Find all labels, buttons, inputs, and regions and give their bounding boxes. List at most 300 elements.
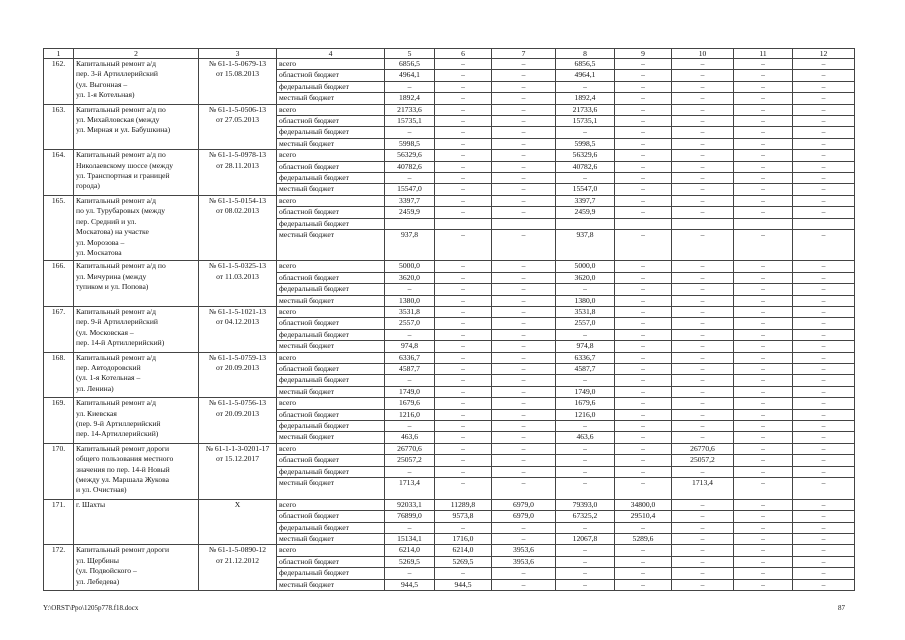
value-cell-col-5: 3531,8 (385, 306, 435, 317)
description-line: Капитальный ремонт а/д по (76, 104, 166, 114)
column-header-5: 5 (385, 49, 435, 59)
value-cell-col-10: – (672, 352, 734, 363)
value-cell-col-5: 3397,7 (385, 195, 435, 206)
row-number: 165. (44, 195, 74, 260)
value-cell-col-10: – (672, 161, 734, 172)
description-line: Капитальный ремонт а/д (76, 59, 156, 68)
budget-source-label: федеральный бюджет (277, 127, 385, 138)
value-cell-col-12: – (793, 284, 855, 295)
document-line: № 61-1-1-3-0201-17 (205, 443, 270, 453)
value-cell-col-11: – (734, 443, 793, 454)
value-cell-col-9: – (615, 375, 672, 386)
value-cell-col-7: – (492, 420, 556, 431)
row-number: 172. (44, 545, 74, 591)
value-cell-col-11 (734, 218, 793, 229)
value-cell-col-6: – (435, 329, 492, 340)
table-row-total (44, 306, 855, 317)
value-cell-col-7: 6979,0 (492, 499, 556, 510)
value-cell-col-10: – (672, 70, 734, 81)
value-cell-col-7: – (492, 318, 556, 329)
value-cell-col-9: – (615, 284, 672, 295)
document-line: № 61-1-5-0756-13 (208, 398, 267, 408)
value-cell-col-6: – (435, 306, 492, 317)
document-line: от 27.05.2013 (215, 115, 260, 125)
budget-source-label: областной бюджет (277, 556, 385, 567)
column-header-6: 6 (435, 49, 492, 59)
value-cell-col-6: – (435, 195, 492, 206)
value-cell-col-11: – (734, 70, 793, 81)
budget-source-label: местный бюджет (277, 386, 385, 397)
description-line: Капитальный ремонт дороги (76, 443, 170, 453)
value-cell-col-9: – (615, 195, 672, 206)
value-cell-col-5: 1216,0 (385, 409, 435, 420)
description-line: пер. Средний и ул. (76, 216, 137, 226)
value-cell-col-7: 3953,6 (492, 545, 556, 556)
value-cell-col-9: 29510,4 (615, 511, 672, 522)
row-number: 164. (44, 150, 74, 196)
value-cell-col-12: – (793, 455, 855, 466)
value-cell-col-10: – (672, 59, 734, 70)
value-cell-col-12: – (793, 195, 855, 206)
row-number: 170. (44, 443, 74, 499)
value-cell-col-9 (615, 218, 672, 229)
value-cell-col-12: – (793, 93, 855, 104)
budget-source-label: областной бюджет (277, 511, 385, 522)
description-line: по ул. Турубаровых (между (76, 206, 166, 216)
document-reference (199, 398, 277, 444)
value-cell-col-11: – (734, 329, 793, 340)
value-cell-col-9: – (615, 455, 672, 466)
value-cell-col-12: – (793, 161, 855, 172)
column-header-9: 9 (615, 49, 672, 59)
value-cell-col-12: – (793, 173, 855, 184)
value-cell-col-5: 15134,1 (385, 534, 435, 545)
document-reference (199, 499, 277, 545)
value-cell-col-6: 1716,0 (435, 534, 492, 545)
value-cell-col-7: – (492, 375, 556, 386)
document-line: от 28.11.2013 (216, 160, 259, 170)
budget-source-label: областной бюджет (277, 70, 385, 81)
value-cell-col-6: – (435, 466, 492, 477)
value-cell-col-7 (492, 218, 556, 229)
value-cell-col-7: – (492, 104, 556, 115)
value-cell-col-7: – (492, 230, 556, 261)
document-reference (199, 195, 277, 260)
column-number-row (44, 49, 855, 59)
value-cell-col-12: – (793, 420, 855, 431)
budget-source-label: федеральный бюджет (277, 466, 385, 477)
value-cell-col-10: – (672, 534, 734, 545)
value-cell-col-8: 6336,7 (556, 352, 615, 363)
value-cell-col-8: 67325,2 (556, 511, 615, 522)
budget-source-label: областной бюджет (277, 161, 385, 172)
description-line: тупиком и ул. Попова) (76, 282, 149, 292)
value-cell-col-12: – (793, 318, 855, 329)
value-cell-col-7: – (492, 261, 556, 272)
budget-source-label: областной бюджет (277, 272, 385, 283)
footer-page-number: 87 (838, 604, 845, 612)
value-cell-col-8: 4587,7 (556, 363, 615, 374)
value-cell-col-11: – (734, 341, 793, 352)
value-cell-col-12: – (793, 545, 855, 556)
value-cell-col-7: – (492, 59, 556, 70)
value-cell-col-9: – (615, 478, 672, 500)
description-line: и ул. Очистная) (76, 485, 127, 495)
description-line: ул. Киевская (76, 408, 117, 418)
value-cell-col-11: – (734, 432, 793, 443)
budget-source-label: местный бюджет (277, 295, 385, 306)
value-cell-col-10: – (672, 432, 734, 443)
object-description (74, 150, 199, 196)
value-cell-col-8: – (556, 329, 615, 340)
budget-source-label: федеральный бюджет (277, 173, 385, 184)
value-cell-col-11: – (734, 511, 793, 522)
value-cell-col-12: – (793, 568, 855, 579)
budget-source-label: областной бюджет (277, 116, 385, 127)
description-line: (ул. Выгонная – (76, 79, 128, 89)
value-cell-col-8: 1216,0 (556, 409, 615, 420)
value-cell-col-10: – (672, 261, 734, 272)
value-cell-col-10: – (672, 195, 734, 206)
budget-source-label: федеральный бюджет (277, 329, 385, 340)
budget-source-label: областной бюджет (277, 409, 385, 420)
value-cell-col-5: – (385, 329, 435, 340)
value-cell-col-11: – (734, 352, 793, 363)
value-cell-col-8: – (556, 556, 615, 567)
value-cell-col-7: – (492, 127, 556, 138)
description-line: ул. Михайловская (между (76, 115, 160, 125)
value-cell-col-5: 944,5 (385, 579, 435, 590)
value-cell-col-6: – (435, 161, 492, 172)
value-cell-col-11: – (734, 556, 793, 567)
description-line: Николаевскому шоссе (между (76, 160, 173, 170)
value-cell-col-11: – (734, 409, 793, 420)
value-cell-col-7: 3953,6 (492, 556, 556, 567)
value-cell-col-7: – (492, 534, 556, 545)
value-cell-col-11: – (734, 295, 793, 306)
description-line: г. Шахты (76, 499, 106, 509)
value-cell-col-8: 1679,6 (556, 398, 615, 409)
document-line: № 61-1-5-0978-13 (208, 150, 267, 160)
value-cell-col-12: – (793, 466, 855, 477)
budget-source-label: областной бюджет (277, 363, 385, 374)
value-cell-col-8: – (556, 568, 615, 579)
value-cell-col-7: – (492, 70, 556, 81)
value-cell-col-6: 9573,8 (435, 511, 492, 522)
value-cell-col-5: – (385, 522, 435, 533)
value-cell-col-8: – (556, 579, 615, 590)
value-cell-col-8: 21733,6 (556, 104, 615, 115)
description-line: (ул. 1-я Котельная – (76, 373, 141, 383)
document-line: Х (234, 499, 241, 509)
value-cell-col-10: – (672, 341, 734, 352)
value-cell-col-9: – (615, 127, 672, 138)
budget-source-label: федеральный бюджет (277, 420, 385, 431)
value-cell-col-9: – (615, 556, 672, 567)
value-cell-col-6: – (435, 207, 492, 218)
object-description (74, 306, 199, 352)
table-row-total (44, 59, 855, 70)
budget-source-label: всего (277, 352, 385, 363)
budget-source-label: всего (277, 398, 385, 409)
budget-source-label: всего (277, 443, 385, 454)
value-cell-col-10: – (672, 104, 734, 115)
value-cell-col-7: – (492, 173, 556, 184)
value-cell-col-5: 1892,4 (385, 93, 435, 104)
budget-source-label: всего (277, 261, 385, 272)
value-cell-col-9: – (615, 207, 672, 218)
value-cell-col-12: – (793, 295, 855, 306)
value-cell-col-11: – (734, 81, 793, 92)
value-cell-col-7: – (492, 579, 556, 590)
value-cell-col-8 (556, 218, 615, 229)
document-line: № 61-1-5-0759-13 (208, 352, 267, 362)
value-cell-col-9: – (615, 70, 672, 81)
object-description (74, 545, 199, 591)
value-cell-col-5: 26770,6 (385, 443, 435, 454)
description-line: пер. 14-й Артиллерийский) (76, 338, 165, 348)
value-cell-col-12: – (793, 579, 855, 590)
value-cell-col-7: – (492, 116, 556, 127)
value-cell-col-5: – (385, 127, 435, 138)
value-cell-col-6 (435, 218, 492, 229)
value-cell-col-8: – (556, 127, 615, 138)
description-line: общего пользования местного (76, 454, 174, 464)
description-line: города) (76, 181, 100, 191)
value-cell-col-10: – (672, 363, 734, 374)
value-cell-col-5: – (385, 466, 435, 477)
value-cell-col-11: – (734, 184, 793, 195)
value-cell-col-11: – (734, 104, 793, 115)
value-cell-col-5: – (385, 173, 435, 184)
value-cell-col-10: – (672, 116, 734, 127)
description-line: (ул. Подвойского – (76, 566, 137, 576)
value-cell-col-12: – (793, 261, 855, 272)
value-cell-col-11: – (734, 284, 793, 295)
budget-source-label: местный бюджет (277, 341, 385, 352)
description-line: Капитальный ремонт а/д по (76, 150, 166, 160)
budget-source-label: областной бюджет (277, 207, 385, 218)
budget-source-label: местный бюджет (277, 138, 385, 149)
budget-table-sheet (43, 48, 854, 591)
row-number: 167. (44, 306, 74, 352)
row-number: 169. (44, 398, 74, 444)
column-header-8: 8 (556, 49, 615, 59)
budget-source-label: федеральный бюджет (277, 522, 385, 533)
value-cell-col-5: 4587,7 (385, 363, 435, 374)
document-line: № 61-1-5-0506-13 (208, 104, 267, 114)
value-cell-col-10: – (672, 386, 734, 397)
value-cell-col-9: – (615, 93, 672, 104)
value-cell-col-10: – (672, 93, 734, 104)
value-cell-col-6: – (435, 386, 492, 397)
budget-source-label: федеральный бюджет (277, 568, 385, 579)
value-cell-col-6: – (435, 363, 492, 374)
value-cell-col-12: – (793, 230, 855, 261)
value-cell-col-6: – (435, 295, 492, 306)
value-cell-col-7: – (492, 184, 556, 195)
document-line: № 61-1-5-0325-13 (208, 261, 267, 271)
value-cell-col-10: – (672, 138, 734, 149)
value-cell-col-12: – (793, 398, 855, 409)
value-cell-col-12: – (793, 409, 855, 420)
value-cell-col-12: – (793, 534, 855, 545)
value-cell-col-11: – (734, 195, 793, 206)
budget-source-label: местный бюджет (277, 230, 385, 261)
description-line: Капитальный ремонт а/д (76, 306, 156, 316)
value-cell-col-10: – (672, 420, 734, 431)
value-cell-col-6: – (435, 375, 492, 386)
value-cell-col-12: – (793, 70, 855, 81)
value-cell-col-11: – (734, 478, 793, 500)
object-description (74, 104, 199, 150)
budget-source-label: всего (277, 306, 385, 317)
budget-source-label: местный бюджет (277, 478, 385, 500)
column-header-4: 4 (277, 49, 385, 59)
column-header-10: 10 (672, 49, 734, 59)
budget-source-label: федеральный бюджет (277, 81, 385, 92)
description-line: (ул. Московская – (76, 327, 134, 337)
value-cell-col-11: – (734, 534, 793, 545)
value-cell-col-8: 4964,1 (556, 70, 615, 81)
budget-source-label: федеральный бюджет (277, 284, 385, 295)
value-cell-col-5: 6856,5 (385, 59, 435, 70)
value-cell-col-8: 937,8 (556, 230, 615, 261)
description-line: Капитальный ремонт а/д по (76, 261, 166, 271)
object-description (74, 352, 199, 398)
value-cell-col-5: 76899,0 (385, 511, 435, 522)
value-cell-col-10: – (672, 409, 734, 420)
document-line: № 61-1-5-0679-13 (208, 59, 267, 68)
value-cell-col-11: – (734, 207, 793, 218)
value-cell-col-9: – (615, 386, 672, 397)
value-cell-col-5: 25057,2 (385, 455, 435, 466)
value-cell-col-12: – (793, 375, 855, 386)
value-cell-col-10: – (672, 579, 734, 590)
value-cell-col-7: – (492, 207, 556, 218)
value-cell-col-10: – (672, 329, 734, 340)
value-cell-col-8: 2459,9 (556, 207, 615, 218)
value-cell-col-8: 56329,6 (556, 150, 615, 161)
value-cell-col-12: – (793, 272, 855, 283)
value-cell-col-5: 974,8 (385, 341, 435, 352)
value-cell-col-6: – (435, 261, 492, 272)
value-cell-col-12: – (793, 341, 855, 352)
description-line (76, 136, 196, 146)
value-cell-col-12: – (793, 386, 855, 397)
document-reference (199, 306, 277, 352)
value-cell-col-10: – (672, 207, 734, 218)
value-cell-col-5: 5269,5 (385, 556, 435, 567)
table-row-total (44, 104, 855, 115)
value-cell-col-7: – (492, 466, 556, 477)
value-cell-col-11: – (734, 261, 793, 272)
budget-source-label: всего (277, 59, 385, 70)
description-line (76, 293, 196, 303)
value-cell-col-11: – (734, 161, 793, 172)
value-cell-col-11: – (734, 150, 793, 161)
value-cell-col-6: – (435, 81, 492, 92)
value-cell-col-8: – (556, 545, 615, 556)
value-cell-col-6: – (435, 104, 492, 115)
table-row-total (44, 150, 855, 161)
value-cell-col-12: – (793, 443, 855, 454)
value-cell-col-9: – (615, 261, 672, 272)
value-cell-col-8: 15735,1 (556, 116, 615, 127)
value-cell-col-12: – (793, 150, 855, 161)
value-cell-col-9: – (615, 579, 672, 590)
value-cell-col-6: – (435, 116, 492, 127)
value-cell-col-6: 6214,0 (435, 545, 492, 556)
value-cell-col-11: – (734, 375, 793, 386)
description-line: ул. Щербины (76, 555, 119, 565)
document-reference (199, 545, 277, 591)
value-cell-col-6: – (435, 59, 492, 70)
value-cell-col-8: – (556, 375, 615, 386)
budget-source-label: областной бюджет (277, 318, 385, 329)
budget-source-label: областной бюджет (277, 455, 385, 466)
value-cell-col-5: – (385, 81, 435, 92)
value-cell-col-9: – (615, 161, 672, 172)
value-cell-col-9: – (615, 409, 672, 420)
document-line: № 61-1-5-0890-12 (208, 545, 267, 555)
value-cell-col-12: – (793, 352, 855, 363)
value-cell-col-12: – (793, 511, 855, 522)
value-cell-col-12 (793, 218, 855, 229)
value-cell-col-8: 5998,5 (556, 138, 615, 149)
value-cell-col-6: – (435, 184, 492, 195)
value-cell-col-11: – (734, 230, 793, 261)
value-cell-col-5 (385, 218, 435, 229)
value-cell-col-12: – (793, 59, 855, 70)
value-cell-col-7: – (492, 455, 556, 466)
value-cell-col-5: 3620,0 (385, 272, 435, 283)
value-cell-col-9: – (615, 295, 672, 306)
value-cell-col-7: – (492, 306, 556, 317)
value-cell-col-6: – (435, 398, 492, 409)
value-cell-col-6: 944,5 (435, 579, 492, 590)
document-line: от 15.08.2013 (215, 69, 260, 79)
table-row-total (44, 545, 855, 556)
value-cell-col-9: 5289,6 (615, 534, 672, 545)
value-cell-col-5: 1679,6 (385, 398, 435, 409)
value-cell-col-10: – (672, 184, 734, 195)
value-cell-col-12: – (793, 363, 855, 374)
value-cell-col-10: – (672, 398, 734, 409)
value-cell-col-8: – (556, 455, 615, 466)
value-cell-col-5: 2459,9 (385, 207, 435, 218)
column-header-2: 2 (74, 49, 199, 59)
value-cell-col-5: 2557,0 (385, 318, 435, 329)
value-cell-col-11: – (734, 272, 793, 283)
value-cell-col-7: – (492, 329, 556, 340)
value-cell-col-6: – (435, 230, 492, 261)
column-header-1: 1 (44, 49, 74, 59)
value-cell-col-9: – (615, 420, 672, 431)
value-cell-col-10: – (672, 545, 734, 556)
value-cell-col-9: – (615, 306, 672, 317)
value-cell-col-5: – (385, 375, 435, 386)
value-cell-col-10: – (672, 511, 734, 522)
value-cell-col-9: – (615, 116, 672, 127)
value-cell-col-6: – (435, 272, 492, 283)
value-cell-col-6: – (435, 568, 492, 579)
value-cell-col-8: – (556, 522, 615, 533)
document-line: № 61-1-5-0154-13 (208, 195, 267, 205)
budget-table (43, 48, 855, 591)
value-cell-col-9: – (615, 522, 672, 533)
row-number: 168. (44, 352, 74, 398)
